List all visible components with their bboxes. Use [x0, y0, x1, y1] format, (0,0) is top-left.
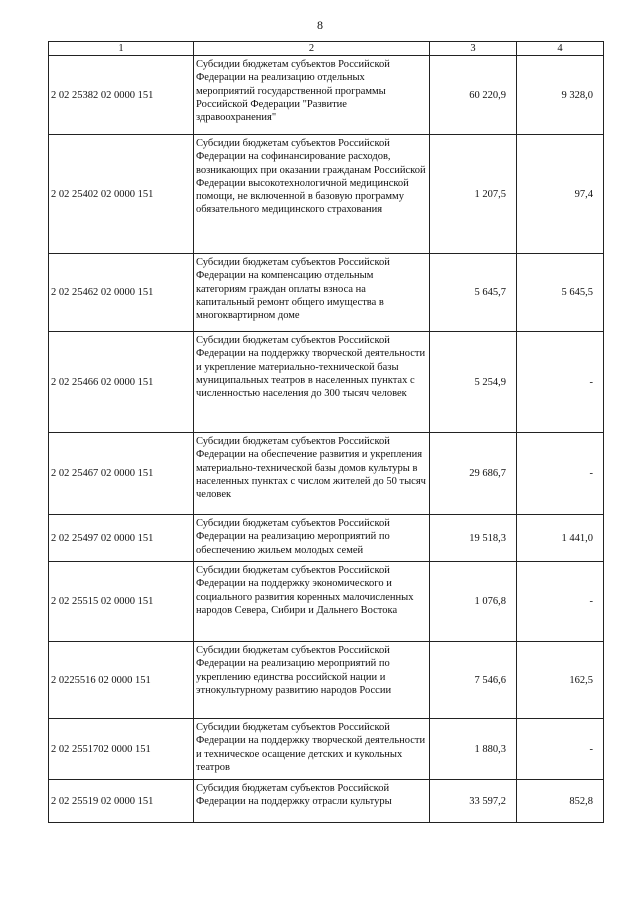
column-header: 2 [194, 42, 430, 56]
row-value-3: 19 518,3 [430, 515, 517, 562]
row-value-3: 1 207,5 [430, 135, 517, 254]
row-value-4: 9 328,0 [517, 56, 604, 135]
row-code: 2 0225516 02 0000 151 [49, 642, 194, 719]
row-code: 2 02 25497 02 0000 151 [49, 515, 194, 562]
row-name: Субсидии бюджетам субъектов Российской Федерации на поддержку творческой деятельности и техническое осащение детских и кукольных театров [194, 719, 430, 780]
row-code: 2 02 25402 02 0000 151 [49, 135, 194, 254]
column-header: 3 [430, 42, 517, 56]
row-value-4: - [517, 562, 604, 642]
row-value-4: 5 645,5 [517, 254, 604, 332]
header-row [49, 42, 604, 56]
row-value-3: 5 254,9 [430, 332, 517, 433]
row-code: 2 02 25519 02 0000 151 [49, 780, 194, 823]
row-value-3: 1 076,8 [430, 562, 517, 642]
table-row [49, 332, 604, 433]
row-value-4: 852,8 [517, 780, 604, 823]
row-value-4: 1 441,0 [517, 515, 604, 562]
row-name: Субсидии бюджетам субъектов Российской Федерации на поддержку творческой деятельности и укрепление материально-технической базы муниципальных театров в населенных пунктах с численностью населения до 300 тысяч человек [194, 332, 430, 433]
row-value-3: 7 546,6 [430, 642, 517, 719]
row-code: 2 02 25467 02 0000 151 [49, 433, 194, 515]
row-name: Субсидии бюджетам субъектов Российской Федерации на поддержку экономического и социального развития коренных малочисленных народов Севера, Сибири и Дальнего Востока [194, 562, 430, 642]
row-value-3: 60 220,9 [430, 56, 517, 135]
table-row [49, 135, 604, 254]
row-name: Субсидии бюджетам субъектов Российской Федерации на компенсацию отдельным категориям граждан оплаты взноса на капитальный ремонт общего имущества в многоквартирном доме [194, 254, 430, 332]
table-row [49, 254, 604, 332]
table-row [49, 515, 604, 562]
row-value-4: 162,5 [517, 642, 604, 719]
row-value-4: - [517, 719, 604, 780]
budget-table [48, 41, 604, 823]
table-row [49, 719, 604, 780]
row-code: 2 02 25466 02 0000 151 [49, 332, 194, 433]
row-value-4: - [517, 433, 604, 515]
row-code: 2 02 25515 02 0000 151 [49, 562, 194, 642]
row-name: Субсидия бюджетам субъектов Российской Федерации на поддержку отрасли культуры [194, 780, 430, 823]
row-value-3: 29 686,7 [430, 433, 517, 515]
table-row [49, 642, 604, 719]
row-name: Субсидии бюджетам субъектов Российской Федерации на обеспечение развития и укрепления материально-технической базы домов культуры в населенных пунктах с числом жителей до 50 тысяч человек [194, 433, 430, 515]
row-name: Субсидии бюджетам субъектов Российской Федерации на реализацию мероприятий по обеспечению жильем молодых семей [194, 515, 430, 562]
row-value-3: 1 880,3 [430, 719, 517, 780]
row-code: 2 02 25382 02 0000 151 [49, 56, 194, 135]
row-value-4: 97,4 [517, 135, 604, 254]
row-name: Субсидии бюджетам субъектов Российской Федерации на реализацию мероприятий по укреплению единства российской нации и этнокультурному развитию народов России [194, 642, 430, 719]
table-row [49, 780, 604, 823]
table-row [49, 433, 604, 515]
row-name: Субсидии бюджетам субъектов Российской Федерации на реализацию отдельных мероприятий государственной программы Российской Федерации "Развитие здравоохранения" [194, 56, 430, 135]
row-name: Субсидии бюджетам субъектов Российской Федерации на софинансирование расходов, возникающих при оказании гражданам Российской Федерации высокотехнологичной медицинской помощи, не включенной в базовую программу обязательного медицинского страхования [194, 135, 430, 254]
row-value-3: 5 645,7 [430, 254, 517, 332]
column-header: 4 [517, 42, 604, 56]
page-number: 8 [317, 18, 323, 32]
table-row [49, 56, 604, 135]
row-code: 2 02 2551702 0000 151 [49, 719, 194, 780]
column-header: 1 [49, 42, 194, 56]
row-code: 2 02 25462 02 0000 151 [49, 254, 194, 332]
table-row [49, 562, 604, 642]
row-value-3: 33 597,2 [430, 780, 517, 823]
row-value-4: - [517, 332, 604, 433]
